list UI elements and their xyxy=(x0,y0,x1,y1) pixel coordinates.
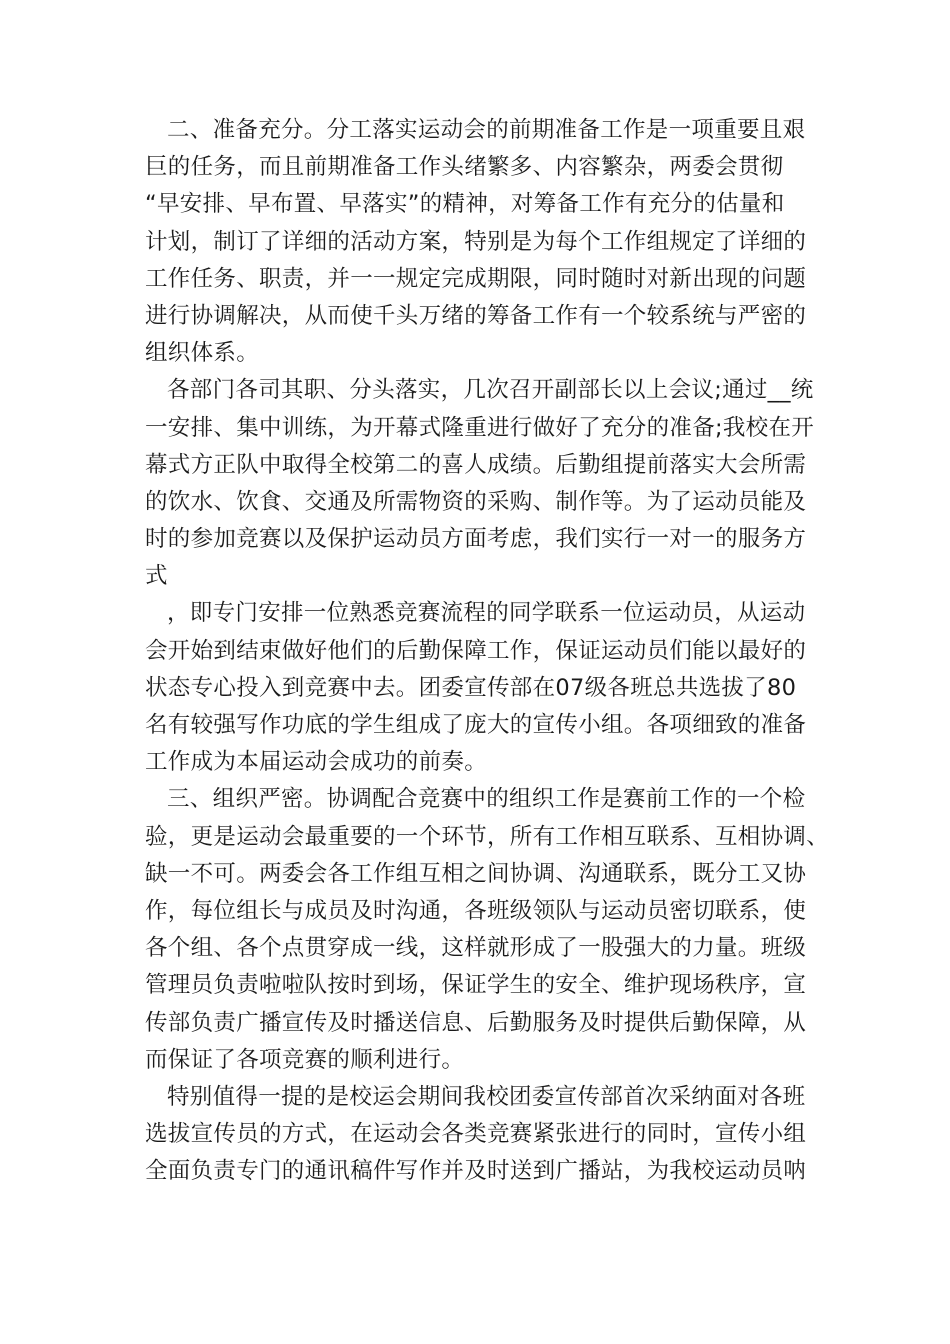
text-line: 各部门各司其职、分头落实，几次召开副部长以上会议;通过__统 xyxy=(167,377,814,404)
text-line: 计划，制订了详细的活动方案，特别是为每个工作组规定了详细的 xyxy=(145,228,807,255)
text-line: 时的参加竞赛以及保护运动员方面考虑，我们实行一对一的服务方 xyxy=(145,526,807,553)
text-line: 特别值得一提的是校运会期间我校团委宣传部首次采纳面对各班 xyxy=(167,1083,806,1110)
text-line: ，即专门安排一位熟悉竞赛流程的同学联系一位运动员，从运动 xyxy=(167,600,806,627)
text-line: 各个组、各个点贯穿成一线，这样就形成了一股强大的力量。班级 xyxy=(145,935,807,962)
text-line: 三、组织严密。协调配合竞赛中的组织工作是赛前工作的一个检 xyxy=(167,786,806,813)
text-line: 验，更是运动会最重要的一个环节，所有工作相互联系、互相协调、 xyxy=(145,823,830,850)
text-line: 巨的任务，而且前期准备工作头绪繁多、内容繁杂，两委会贯彻 xyxy=(145,154,784,181)
paragraph-4 xyxy=(145,781,830,1079)
paragraph-2 xyxy=(145,372,815,595)
document-page xyxy=(145,112,830,1190)
text-line: 式 xyxy=(145,563,168,590)
text-line: 工作任务、职责，并一一规定完成期限，同时随时对新出现的问题 xyxy=(145,265,807,292)
text-line: 名有较强写作功底的学生组成了庞大的宣传小组。各项细致的准备 xyxy=(145,712,807,738)
text-line: 传部负责广播宣传及时播送信息、后勤服务及时提供后勤保障，从 xyxy=(145,1009,807,1036)
text-line: 会开始到结束做好他们的后勤保障工作，保证运动员们能以最好的 xyxy=(145,637,807,664)
text-line: 幕式方正队中取得全校第二的喜人成绩。后勤组提前落实大会所需 xyxy=(145,451,807,478)
text-line: “早安排、早布置、早落实”的精神，对筹备工作有充分的估量和 xyxy=(145,191,785,218)
text-line: 组织体系。 xyxy=(145,340,260,367)
text-line: 一安排、集中训练，为开幕式隆重进行做好了充分的准备;我校在开 xyxy=(145,414,815,441)
text-line: 进行协调解决，从而使千头万绪的筹备工作有一个较系统与严密的 xyxy=(145,302,807,329)
text-line: 工作成为本届运动会成功的前奏。 xyxy=(145,749,488,776)
paragraph-5 xyxy=(145,1079,815,1191)
paragraph-3 xyxy=(145,595,815,781)
paragraph-1 xyxy=(145,112,815,372)
text-line: 状态专心投入到竞赛中去。团委宣传部在07级各班总共选拔了80 xyxy=(145,674,797,701)
text-line: 缺一不可。两委会各工作组互相之间协调、沟通联系，既分工又协 xyxy=(145,860,807,887)
text-line: 作，每位组长与成员及时沟通，各班级领队与运动员密切联系，使 xyxy=(145,897,807,924)
text-line: 的饮水、饮食、交通及所需物资的采购、制作等。为了运动员能及 xyxy=(145,488,807,515)
text-line: 管理员负责啦啦队按时到场，保证学生的安全、维护现场秩序，宣 xyxy=(145,972,807,999)
text-line: 选拔宣传员的方式，在运动会各类竞赛紧张进行的同时，宣传小组 xyxy=(145,1121,807,1148)
text-line: 二、准备充分。分工落实运动会的前期准备工作是一项重要且艰 xyxy=(167,117,806,143)
text-line: 全面负责专门的通讯稿件写作并及时送到广播站，为我校运动员呐 xyxy=(145,1158,807,1185)
text-line: 而保证了各项竞赛的顺利进行。 xyxy=(145,1046,465,1073)
